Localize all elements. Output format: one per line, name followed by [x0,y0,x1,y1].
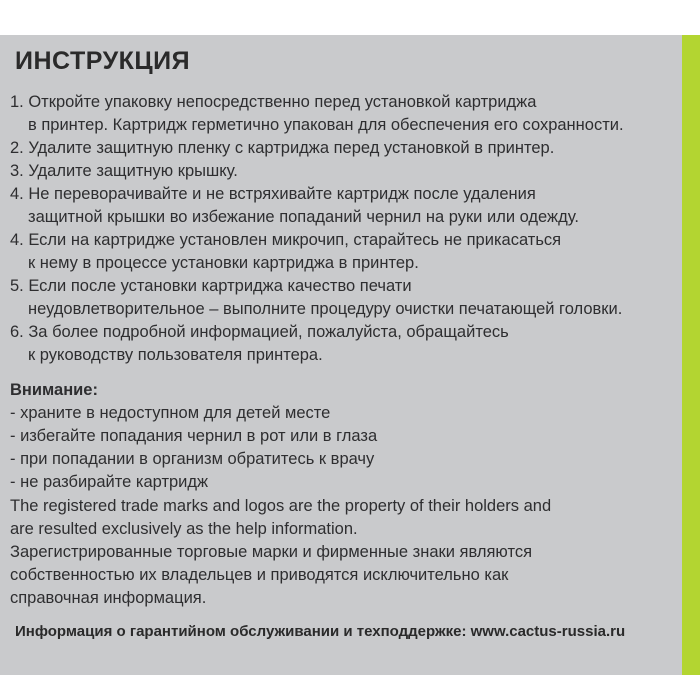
disclaimer-line: are resulted exclusively as the help information. [10,520,358,538]
instruction-line: 4. Не переворачивайте и не встряхивайте картридж после удаления [10,185,536,203]
instruction-line: к руководству пользователя принтера. [28,346,323,364]
document-title: ИНСТРУКЦИЯ [15,47,191,75]
instruction-line: 5. Если после установки картриджа качество печати [10,277,412,295]
instruction-line: в принтер. Картридж герметично упакован для обеспечения его сохранности. [28,116,624,134]
instruction-line: 1. Откройте упаковку непосредственно перед установкой картриджа [10,93,537,111]
instruction-line: 6. За более подробной информацией, пожалуйста, обращайтесь [10,323,509,341]
instruction-line: неудовлетворительное – выполните процедуру очистки печатающей головки. [28,300,623,318]
accent-strip [682,35,700,675]
disclaimer-line: справочная информация. [10,589,207,607]
instruction-line: к нему в процессе установки картриджа в принтер. [28,254,419,272]
instruction-line: защитной крышки во избежание попаданий чернил на руки или одежду. [28,208,579,226]
instruction-line: 2. Удалите защитную пленку с картриджа перед установкой в принтер. [10,139,555,157]
instruction-line: 4. Если на картридже установлен микрочип, старайтесь не прикасаться [10,231,562,249]
warning-item: - храните в недоступном для детей месте [10,404,331,422]
disclaimer-line: собственностью их владельцев и приводятся исключительно как [10,566,509,584]
support-footer: Информация о гарантийном обслуживании и техподдержке: www.cactus-russia.ru [15,623,626,640]
instruction-panel [0,35,682,675]
warning-item: - не разбирайте картридж [10,473,209,491]
warning-item: - избегайте попадания чернил в рот или в глаза [10,427,378,445]
warning-item: - при попадании в организм обратитесь к врачу [10,450,375,468]
warning-heading: Внимание: [10,381,98,399]
disclaimer-line: The registered trade marks and logos are the property of their holders and [10,497,552,515]
disclaimer-line: Зарегистрированные торговые марки и фирменные знаки являются [10,543,533,561]
instruction-line: 3. Удалите защитную крышку. [10,162,238,180]
